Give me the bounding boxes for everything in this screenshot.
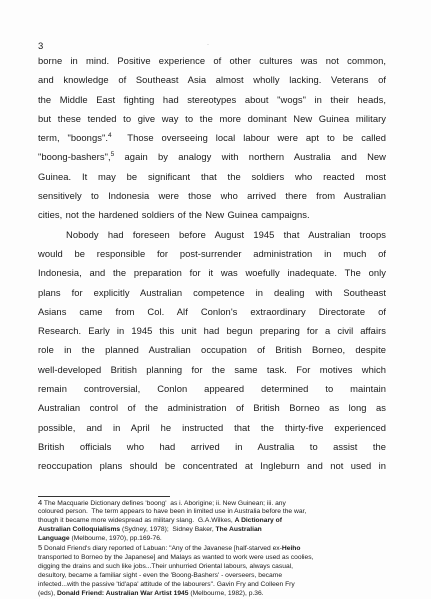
body-line: well-developed British planning for the same task. For motives which — [38, 363, 386, 375]
body-line: reoccupation plans should be concentrated at Ingleburn and not used in — [38, 460, 386, 472]
footnote-emphasis: Heiho — [281, 545, 301, 553]
footnote-book-title: The Australian — [215, 526, 262, 534]
footnote-5-line: desultory, became a familiar sight - even the 'Boong-Bashers' - overseers, became — [38, 571, 283, 579]
footnote-text: (Sydney, 1978); Sidney Baker, — [120, 526, 216, 534]
footnote-4-line — [38, 516, 390, 525]
footnote-book-title: Language — [38, 535, 70, 543]
footnote-4-line — [38, 498, 390, 507]
scan-speck: · — [207, 42, 209, 48]
body-line: sensitively to Indonesia were those who arrived there from Australian — [38, 190, 386, 202]
body-text-fragment: "boong-bashers", — [38, 151, 111, 163]
footnote-ref-5: 5 — [110, 151, 115, 159]
body-line — [38, 147, 386, 166]
footnote-text: (eds), — [38, 589, 57, 597]
footnote-ref-4: 4 — [107, 132, 112, 140]
body-line: British officials who had arrived in Australia to assist the — [38, 440, 386, 452]
body-line: would be responsible for post-surrender administration in much of — [38, 247, 386, 259]
footnote-5-line: infected...with the passive 'tid'apa' attitude of the labourers". Gavin Fry and Colleen Fry — [38, 580, 295, 588]
body-text-fragment: again by analogy with northern Australia and New — [114, 151, 386, 163]
body-line: Nobody had foreseen before August 1945 that Australian troops — [66, 228, 386, 240]
body-text — [38, 51, 386, 476]
body-line: Asians came from Col. Alf Conlon's extraordinary Directorate of — [38, 305, 386, 317]
footnote-4-line — [38, 525, 390, 534]
footnote-text: (Melbourne, 1982), p.36. — [188, 589, 264, 597]
body-line: possible, and in April he instructed that the thirty-five experienced — [38, 421, 386, 433]
footnote-text: Donald Friend's diary reported of Labuan: "Any of the Javanese [half-starved ex- — [42, 545, 282, 553]
footnote-book-title: Australian Colloquialisms — [38, 526, 121, 534]
footnotes — [38, 498, 390, 598]
body-line: Research. Early in 1945 this unit had begun preparing for a civil affairs — [38, 325, 386, 337]
footnote-number: 5 — [38, 543, 43, 553]
footnote-4-line — [38, 534, 390, 543]
footnote-4-line: coloured person. The term appears to have been in limited use in Australia before the war, — [38, 508, 307, 516]
footnote-5-line — [38, 543, 390, 552]
footnote-5-line: transported to Borneo by the Japanese] and Malays as wanted to work were used as coolies, — [38, 553, 314, 561]
body-line: but these tended to give way to the more dominant New Guinea military — [38, 112, 386, 124]
footnote-text: The Macquarie Dictionary defines 'boong' as i. Aborigine; ii. New Guinean; iii. any — [42, 500, 286, 507]
footnote-5-line: digging the drains and such like jobs...Their unhurried Oriental labours, always casual, — [38, 562, 294, 570]
body-line — [38, 128, 386, 147]
body-line: borne in mind. Positive experience of other cultures was not common, — [38, 55, 386, 66]
body-line: the Middle East fighting had stereotypes about "wogs" in their heads, — [38, 93, 386, 105]
page-number: 3 — [38, 41, 44, 52]
footnote-5-line — [38, 589, 390, 598]
body-line: remain controversial, Conlon appeared determined to maintain — [38, 383, 386, 395]
footnote-book-title: A Dictionary of — [234, 517, 282, 525]
footnote-text: though it became more widespread as military slang. G.A.Wilkes, — [38, 517, 235, 525]
footnote-number: 4 — [38, 498, 43, 507]
body-line: and knowledge of Southeast Asia almost wholly lacking. Veterans of — [38, 74, 386, 86]
body-line: Indonesia, and the preparation for it was woefully inadequate. The only — [38, 267, 386, 279]
body-text-fragment: term, "boongs". — [38, 132, 108, 144]
body-line: role in the planned Australian occupation of British Borneo, despite — [38, 344, 386, 356]
body-line: cities, not the hardened soldiers of the New Guinea campaigns. — [38, 209, 310, 221]
footnote-divider — [38, 496, 170, 497]
body-text-fragment: Those overseeing local labour were apt to be called — [111, 132, 387, 144]
footnote-book-title: Donald Friend: Australian War Artist 1945 — [56, 589, 189, 597]
body-line: plans for explicitly Australian competence in dealing with Southeast — [38, 286, 386, 298]
body-line: Australian control of the administration of British Borneo as long as — [38, 402, 386, 414]
body-line: Guinea. It may be significant that the soldiers who reacted most — [38, 170, 386, 182]
footnote-text: (Melbourne, 1970), pp.169-76. — [69, 535, 162, 543]
